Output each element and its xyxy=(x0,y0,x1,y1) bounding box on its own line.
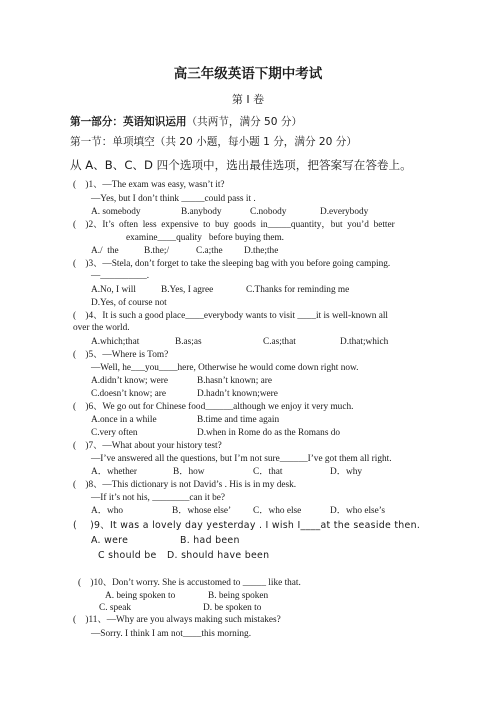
question-3-option-d: D.Yes, of course not xyxy=(91,298,167,308)
question-7-option-d: D．why xyxy=(330,467,363,477)
question-4-option-c: C.as;that xyxy=(263,337,296,347)
question-10-option-b: B. being spoken xyxy=(208,591,269,601)
question-4-option-d: D.that;which xyxy=(340,337,389,347)
question-6-option-d: D.when in Rome do as the Romans do xyxy=(197,428,341,438)
question-1-stem: ( )1、—The exam was easy, wasn’t it? xyxy=(73,180,225,190)
question-5-reply: —Well, he___you____here, Otherwise he would come down right now. xyxy=(91,363,359,373)
question-2-option-b: B.the;/ xyxy=(144,246,170,256)
question-1-option-c: C.nobody xyxy=(250,207,287,217)
question-2-option-a: A./ the xyxy=(91,246,119,256)
question-8-option-d: D．who else’s xyxy=(330,506,386,516)
question-4-option-b: B.as;as xyxy=(175,337,202,347)
question-9-stem: ( )9、It was a lovely day yesterday . I wish I____at the seaside then. xyxy=(73,520,421,531)
question-3-stem: ( )3、—Stela, don’t forget to take the sleeping bag with you before going camping. xyxy=(73,259,391,269)
question-9-option-c: C should be xyxy=(98,550,157,561)
question-5-option-d: D.hadn’t known;were xyxy=(197,389,278,399)
question-8-stem: ( )8、—This dictionary is not David’s . His is in my desk. xyxy=(73,480,297,490)
question-3-option-b: B.Yes, I agree xyxy=(161,285,214,295)
question-10-stem: ( )10、Don’t worry. She is accustomed to _____ like that. xyxy=(78,578,301,588)
part-heading xyxy=(70,114,302,129)
section-heading: 第一节：单项填空（共 20 小题，每小题 1 分，满分 20 分） xyxy=(70,136,357,148)
paper-label: 第 I 卷 xyxy=(231,93,265,106)
question-2-option-d: D.the;the xyxy=(244,246,279,256)
question-3-option-c: C.Thanks for reminding me xyxy=(246,285,350,295)
question-5-option-b: B.hasn’t known; are xyxy=(197,376,272,386)
question-7-reply: —I’ve answered all the questions, but I’m not sure______I’ve got them all right. xyxy=(91,454,392,464)
exam-title: 高三年级英语下期中考试 xyxy=(173,66,323,82)
question-8-option-c: C．who else xyxy=(253,506,302,516)
question-5-stem: ( )5、—Where is Tom? xyxy=(73,350,169,360)
question-10-option-a: A. being spoken to xyxy=(105,591,176,601)
question-4-option-a: A.which;that xyxy=(91,337,140,347)
question-7-option-b: B．how xyxy=(173,467,205,477)
question-9-option-d: D. should have been xyxy=(167,550,270,561)
question-6-stem: ( )6、We go out for Chinese food______although we enjoy it very much. xyxy=(73,402,354,412)
question-2-stem: ( )2、It’s often less expensive to buy goods in_____quantity，but you’d better xyxy=(73,220,395,230)
question-4-stem: ( )4、It is such a good place____everybody wants to visit ____it is well-known all xyxy=(73,311,389,321)
section-instruction: 从 A、B、C、D 四个选项中，选出最佳选项，把答案写在答卷上。 xyxy=(70,158,412,172)
question-7-option-a: A．whether xyxy=(91,467,137,477)
question-5-option-a: A.didn’t know; were xyxy=(91,376,169,386)
question-6-option-a: A.once in a while xyxy=(91,415,157,425)
question-6-option-c: C.very often xyxy=(91,428,138,438)
question-7-stem: ( )7、—What about your history test? xyxy=(73,441,222,451)
question-8-reply: —If it’s not his, ________can it be? xyxy=(91,493,226,503)
question-2-option-c: C.a;the xyxy=(196,246,223,256)
question-8-option-b: B．whose else’ xyxy=(172,506,232,516)
question-1-reply: —Yes, but I don’t think _____could pass it . xyxy=(91,194,256,204)
question-2-stem-cont: examine____quality before buying them. xyxy=(126,233,285,243)
question-3-option-a: A.No, I will xyxy=(91,285,136,295)
question-9-option-b: B. had been xyxy=(180,535,240,546)
question-10-option-d: D. be spoken to xyxy=(203,603,262,613)
question-5-option-c: C.doesn’t know; are xyxy=(91,389,166,399)
question-8-option-a: A．who xyxy=(91,506,124,516)
question-6-option-b: B.time and time again xyxy=(197,415,280,425)
question-11-reply: —Sorry. I think I am not____this morning. xyxy=(91,629,252,639)
part-heading-bold: 第一部分：英语知识运用 xyxy=(70,116,187,128)
question-7-option-c: C．that xyxy=(253,467,283,477)
question-11-stem: ( )11、—Why are you always making such mistakes? xyxy=(73,615,281,625)
question-3-reply: —__________. xyxy=(91,271,150,281)
question-1-option-a: A. somebody xyxy=(91,207,141,217)
question-1-option-b: B.anybody xyxy=(181,207,222,217)
question-4-stem-cont: over the world. xyxy=(73,323,130,333)
question-9-option-a: A. were xyxy=(91,535,129,546)
question-1-option-d: D.everybody xyxy=(320,207,369,217)
part-heading-rest: （共两节，满分 50 分） xyxy=(186,116,303,128)
question-10-option-c: C. speak xyxy=(99,603,132,613)
